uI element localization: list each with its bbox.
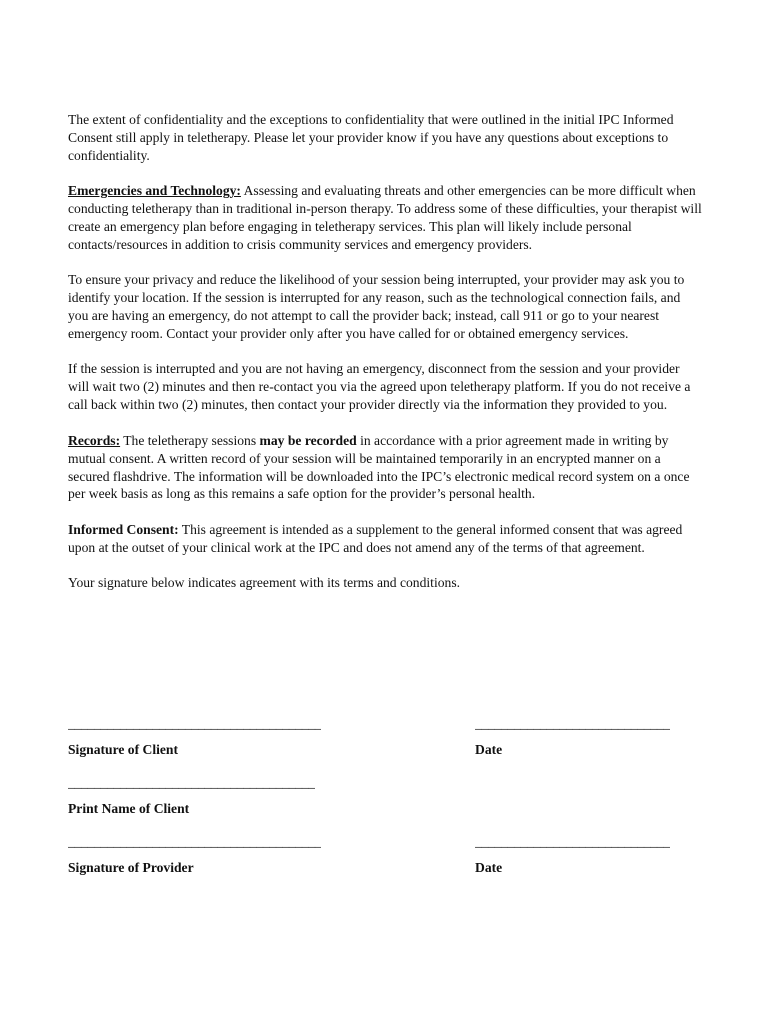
emergencies-text: Assessing and evaluating threats and other emergencies can be more difficult when conducting teletherapy than in traditional in-person therapy. To address some of these difficulties, your therapist will create an emergency plan before engaging in teletherapy services. This plan will likely include personal contacts/resources in addition to crisis community services and emergency providers.: [68, 183, 702, 252]
records-bold-text: may be recorded: [259, 432, 357, 448]
confidentiality-paragraph: The extent of confidentiality and the exceptions to confidentiality that were outlined in the initial IPC Informed Consent still apply in teletherapy. Please let your provider know if you have any questions about exceptions to confidentiality.: [68, 112, 674, 163]
informed-consent-paragraph: [68, 521, 704, 557]
privacy-paragraph: To ensure your privacy and reduce the likelihood of your session being interrupted, your provider may ask you to identify your location. If the session is interrupted for any reason, such as the technological connection fails, and you are having an emergency, do not attempt to call the provider back; instead, call 911 or go to your nearest emergency room. Contact your provider only after you have called for or obtained emergency services.: [68, 272, 685, 342]
client-signature-label: Signature of Client: [68, 742, 179, 757]
informed-consent-heading: Informed Consent:: [68, 521, 179, 537]
provider-date-label: Date: [475, 860, 503, 875]
records-text-a: The teletherapy sessions: [120, 432, 260, 448]
client-date-label: Date: [475, 742, 503, 757]
emergencies-paragraph: [68, 182, 704, 254]
client-print-name-label: Print Name of Client: [68, 801, 190, 816]
client-signature-line[interactable]: _______________________________________: [68, 716, 322, 731]
agreement-statement: Your signature below indicates agreement with its terms and conditions.: [68, 575, 461, 591]
emergencies-heading: Emergencies and Technology:: [68, 183, 241, 199]
records-text-b: in accordance with a prior agreement made in writing by mutual consent. A written record of your session will be maintained temporarily in an encrypted manner on a secured flashdrive. The information will be downloaded into the IPC’s electronic medical record system on a once per week basis as long as this remains a safe option for the provider’s personal health.: [68, 432, 690, 502]
client-print-name-line[interactable]: ______________________________________: [68, 775, 315, 790]
records-paragraph: [68, 432, 704, 504]
interruption-paragraph: If the session is interrupted and you are not having an emergency, disconnect from the session and your provider will wait two (2) minutes and then re-contact you via the agreed upon teletherapy platform. If you do not receive a call back within two (2) minutes, then contact your provider directly via the information they provided to you.: [68, 361, 691, 413]
provider-date-line[interactable]: ______________________________: [475, 834, 670, 849]
informed-consent-text: This agreement is intended as a supplement to the general informed consent that was agreed upon at the outset of your clinical work at the IPC and does not amend any of the terms of that agreement.: [68, 521, 683, 555]
provider-signature-line[interactable]: _______________________________________: [68, 834, 322, 849]
records-heading: Records:: [68, 432, 121, 448]
document-body: [68, 111, 704, 610]
provider-signature-label: Signature of Provider: [68, 860, 194, 875]
client-date-line[interactable]: ______________________________: [475, 716, 670, 731]
